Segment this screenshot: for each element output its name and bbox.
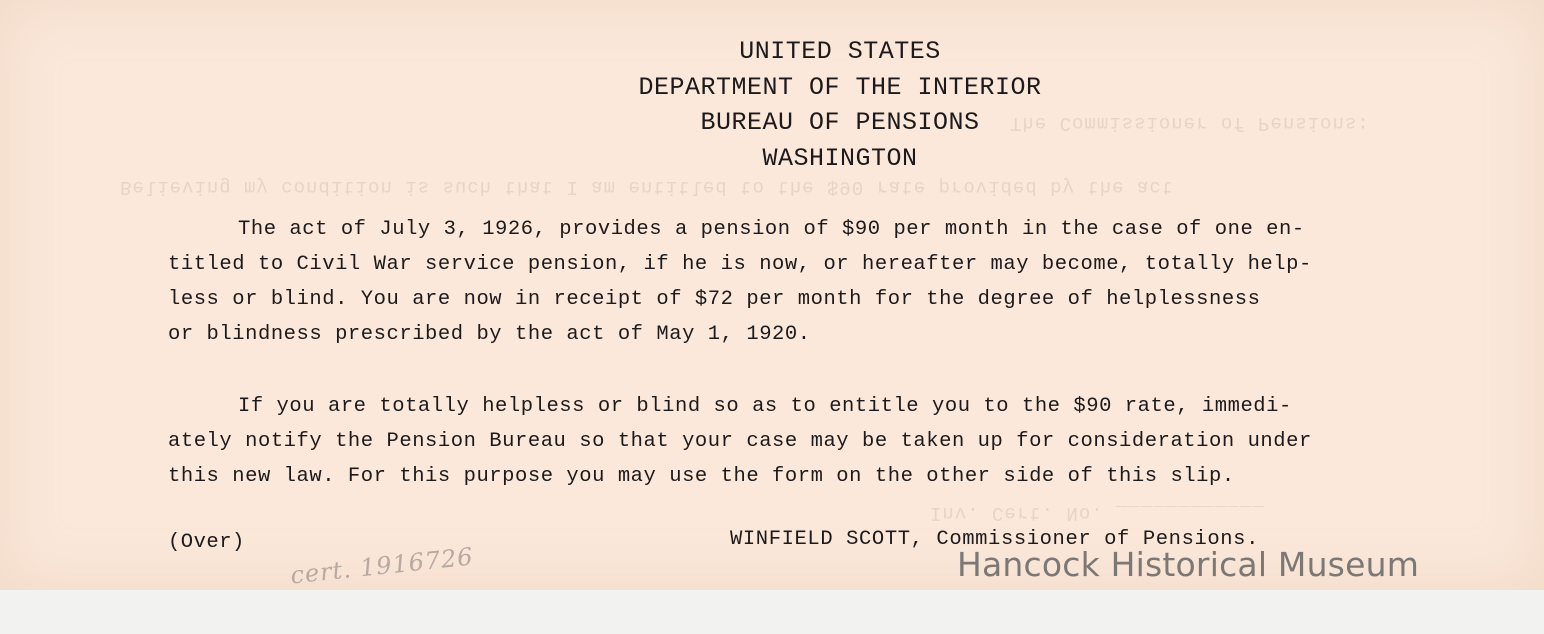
text-line: less or blind. You are now in receipt of $72 per month for the degree of helplessness — [168, 288, 1261, 311]
bleed-through-text: Believing my condition is such that I am entitled to the $90 rate provided by the act — [120, 176, 1175, 198]
letterhead-department: DEPARTMENT OF THE INTERIOR — [638, 72, 1042, 102]
text-line: If you are totally helpless or blind so as to entitle you to the $90 rate, immedi- — [238, 395, 1292, 418]
signature-line: WINFIELD SCOTT, Commissioner of Pensions. — [730, 528, 1259, 551]
handwritten-note: cert. 1916726 — [289, 542, 475, 590]
text-line: The act of July 3, 1926, provides a pension of $90 per month in the case of one en- — [238, 218, 1305, 241]
letterhead — [540, 34, 1140, 176]
museum-watermark: Hancock Historical Museum — [957, 545, 1420, 584]
text-line: titled to Civil War service pension, if he is now, or hereafter may become, totally help- — [168, 253, 1312, 276]
text-line: ately notify the Pension Bureau so that your case may be taken up for consideration under — [168, 430, 1312, 453]
letterhead-country: UNITED STATES — [739, 37, 941, 66]
letterhead-city: WASHINGTON — [762, 143, 918, 173]
text-line: or blindness prescribed by the act of May 1, 1920. — [168, 323, 811, 346]
paragraph-notify-bureau — [168, 389, 1312, 494]
text-line: this new law. For this purpose you may use the form on the other side of this slip. — [168, 465, 1235, 488]
over-note: (Over) — [168, 531, 245, 554]
paragraph-pension-act — [168, 212, 1312, 352]
bleed-through-text: The Commissioner of Pensions: — [1010, 112, 1370, 134]
letterhead-bureau: BUREAU OF PENSIONS — [700, 108, 980, 137]
bleed-through-text: Inv. Cert. No. ____________ — [930, 502, 1265, 524]
scan-margin — [0, 590, 1544, 634]
